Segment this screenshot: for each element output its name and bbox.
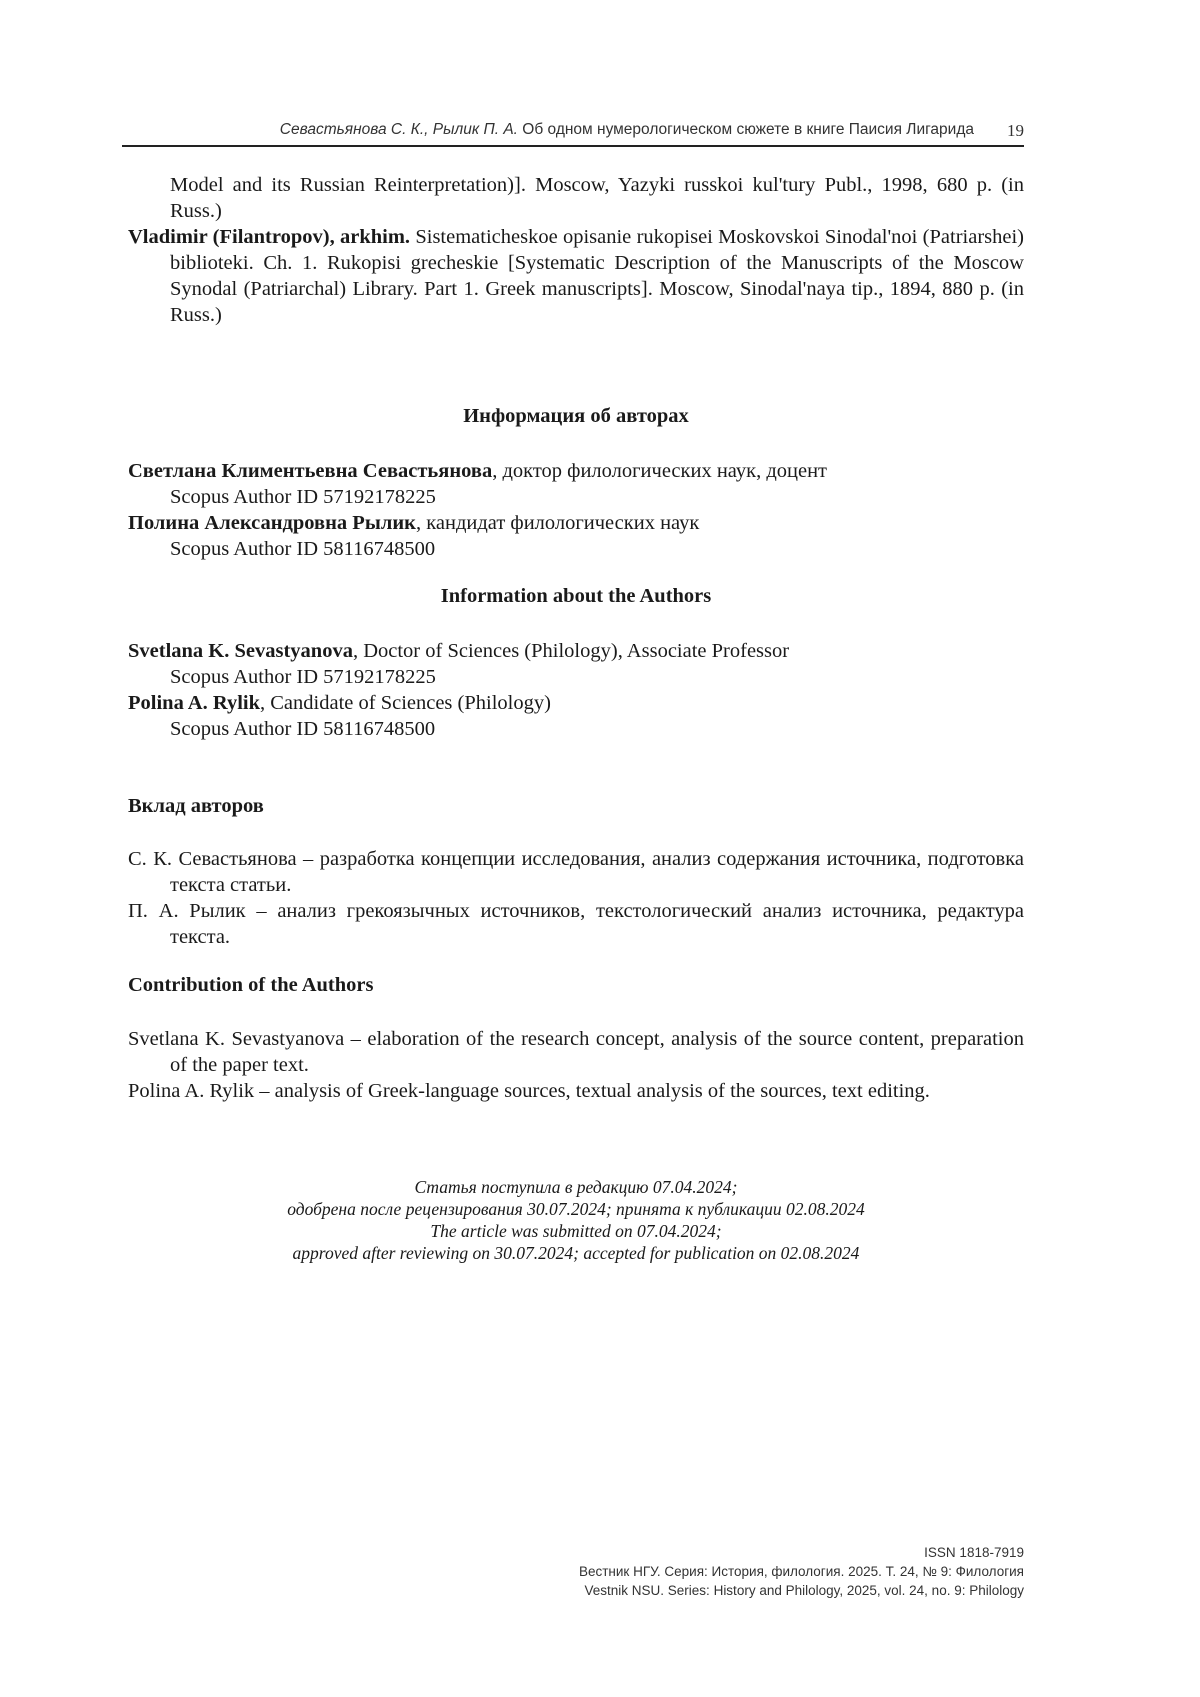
author-en-1-scopus: Scopus Author ID 57192178225 <box>170 666 436 688</box>
dates-line-3: The article was submitted on 07.04.2024; <box>430 1221 722 1241</box>
contribution-en-item-1: Svetlana K. Sevastyanova – elaboration of the research concept, analysis of the source content, preparation of the paper text. <box>128 1028 1024 1076</box>
author-ru-2-scopus: Scopus Author ID 58116748500 <box>170 538 436 560</box>
author-en-2-name: Polina A. Rylik <box>128 692 260 714</box>
contribution-ru <box>128 846 1024 950</box>
journal-title-ru: Вестник НГУ. Серия: История, филология. 2025. Т. 24, № 9: Филология <box>578 1564 1024 1579</box>
references-section <box>128 172 1024 328</box>
dates-line-4: approved after reviewing on 30.07.2024; accepted for publication on 02.08.2024 <box>292 1243 860 1263</box>
author-ru-1-title: , доктор филологических наук, доцент <box>492 460 827 482</box>
running-article-title: Об одном нумерологическом сюжете в книге Паисия Лигарида <box>522 121 974 138</box>
page-number: 19 <box>1007 121 1024 140</box>
author-ru-2-title: , кандидат филологических наук <box>415 512 700 534</box>
contribution-heading-en: Contribution of the Authors <box>128 974 374 996</box>
authors-info-heading-ru: Информация об авторах <box>463 405 689 427</box>
contribution-en <box>128 1026 1024 1104</box>
author-en-1-title: , Doctor of Sciences (Philology), Associate Professor <box>352 640 790 662</box>
running-authors: Севастьянова С. К., Рылик П. А. <box>279 121 518 138</box>
author-ru-1 <box>128 458 1024 484</box>
authors-info-heading-en: Information about the Authors <box>440 585 712 607</box>
author-en-2-scopus: Scopus Author ID 58116748500 <box>170 718 436 740</box>
author-en-2-title: , Candidate of Sciences (Philology) <box>260 692 551 714</box>
authors-info-ru <box>128 458 1024 562</box>
journal-title-en: Vestnik NSU. Series: History and Philology, 2025, vol. 24, no. 9: Philology <box>584 1583 1024 1598</box>
submission-dates <box>128 1176 1024 1264</box>
contribution-ru-item-1: С. К. Севастьянова – разработка концепции исследования, анализ содержания источника, подготовка текста статьи. <box>128 848 1024 896</box>
reference-entry <box>128 224 1024 328</box>
contribution-ru-item-2: П. А. Рылик – анализ грекоязычных источников, текстологический анализ источника, редактура текста. <box>128 900 1024 948</box>
running-title <box>280 121 974 139</box>
reference-text: Sistematicheskoe opisanie rukopisei Moskovskoi Sinodal'noi (Patriarshei) biblioteki. Ch. 1. Rukopisi grecheskie [Systematic Description of the Manuscripts of the Moscow Synodal (Patriarchal) Library. Part 1. Greek manuscripts]. Moscow, Sinodal'naya tip., 1894, 880 p. (in Russ.) <box>170 226 1024 326</box>
contribution-en-item-2: Polina A. Rylik – analysis of Greek-language sources, textual analysis of the sources, text editing. <box>128 1080 930 1102</box>
author-en-2 <box>128 690 1024 716</box>
author-en-1 <box>128 638 1024 664</box>
dates-line-1: Статья поступила в редакцию 07.04.2024; <box>414 1177 738 1197</box>
reference-author: Vladimir (Filantropov), arkhim. <box>128 226 411 248</box>
journal-footer <box>579 1543 1024 1600</box>
issn: ISSN 1818-7919 <box>924 1545 1024 1560</box>
running-header <box>122 121 1024 147</box>
dates-line-2: одобрена после рецензирования 30.07.2024; принята к публикации 02.08.2024 <box>287 1199 865 1219</box>
author-ru-1-scopus: Scopus Author ID 57192178225 <box>170 486 436 508</box>
reference-continuation: Model and its Russian Reinterpretation)]. Moscow, Yazyki russkoi kul'tury Publ., 1998, 680 p. (in Russ.) <box>170 174 1024 222</box>
contribution-heading-ru: Вклад авторов <box>128 795 264 817</box>
author-ru-2-name: Полина Александровна Рылик <box>128 512 416 534</box>
author-en-1-name: Svetlana K. Sevastyanova <box>128 640 353 662</box>
authors-info-en <box>128 638 1024 742</box>
author-ru-2 <box>128 510 1024 536</box>
author-ru-1-name: Светлана Климентьевна Севастьянова <box>128 460 493 482</box>
